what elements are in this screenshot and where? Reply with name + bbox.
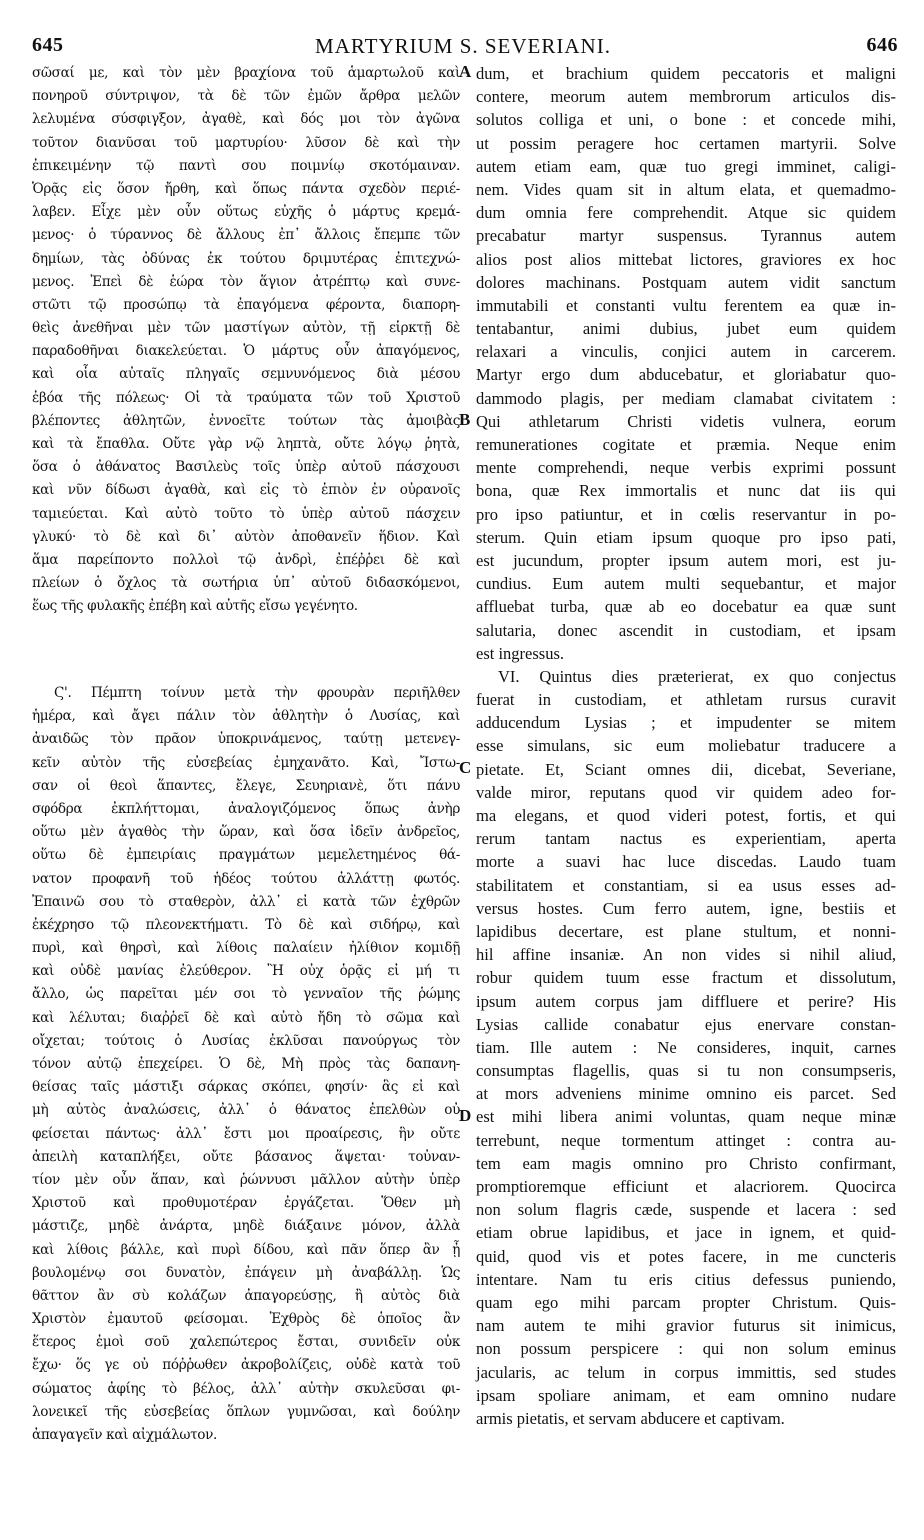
text-line: nam autem te mihi gravior futurus sit inimicus, xyxy=(476,1316,896,1336)
text-line: tem eam magis omnino pro Christo confirmant, xyxy=(476,1153,896,1173)
text-line: ἐκέχρησο τῷ πλεονεκτήματι. Τὸ δὲ καὶ σιδήρῳ, καὶ xyxy=(32,916,460,933)
text-line: γλυκύ· τὸ δὲ καὶ δι᾿ αὐτὸν ἀποθανεῖν ἥδιον. Καὶ xyxy=(32,528,460,545)
text-line: καὶ οἷα αὐταῖς πληγαῖς σεμνυνόμενος διὰ μέσου xyxy=(32,366,460,383)
text-line: bona, quæ Rex immortalis et nunc dat iis qui xyxy=(476,481,896,501)
text-line: pietate. Et, Sciant omnes dii, dicebat, Severiane, xyxy=(476,759,896,779)
text-line: Lysias callide conabatur ejus enervare constan- xyxy=(476,1014,896,1034)
text-line: dum, et brachium quidem peccatoris et maligni xyxy=(476,64,896,83)
text-line: παραδοθῆναι διακελεύεται. Ὁ μάρτυς οὖν ἀπαγόμενος, xyxy=(32,343,460,360)
text-line: morte a suavi hac luce discedas. Laudo tuam xyxy=(476,852,896,872)
greek-column xyxy=(32,62,460,1443)
text-line: μενος. Ἐπεὶ δὲ ἑώρα τὸν ἅγιον ἀτρέπτῳ καὶ συνε- xyxy=(32,273,460,290)
latin-column xyxy=(476,62,896,1430)
text-line: λονεικεῖ τῆς εὐσεβείας ὅπλων γυμνῶσαι, καὶ δούλην xyxy=(32,1403,460,1420)
text-line: tiam. Ille autem : Ne consideres, inquit, carnes xyxy=(476,1037,896,1057)
text-line: στῶτι τῷ προσώπῳ τὰ ἐπαγόμενα φέροντα, διαπορη- xyxy=(32,296,460,313)
text-line: ἕτερος ἐμοὶ σοῦ χαλεπώτερος ἔσται, συνιδεῖν οὐκ xyxy=(32,1334,460,1351)
text-line: Martyr ergo dum abducebatur, et gloriabatur quo- xyxy=(476,365,896,385)
text-line: remunerationes cogitate et præmia. Neque enim xyxy=(476,435,896,454)
text-line: τόνον αὐτῷ ἐπεχείρει. Ὁ δὲ, Μὴ πρὸς τὰς δαπανη- xyxy=(32,1056,460,1072)
text-line: quid, quod vis et potes facere, in me cuncteris xyxy=(476,1246,896,1266)
text-line: ἐπικειμένην τῷ παντὶ σου ποιμνίῳ σκοτόμαιναν. xyxy=(32,157,460,174)
text-line: armis pietatis, et servam abducere et captivam. xyxy=(476,1408,785,1428)
text-line: dammodo plagis, per mediam clamabat civitatem : xyxy=(476,388,896,408)
text-line: πυρὶ, καὶ θηρσὶ, καὶ λίθοις παλαίειν ἠλίθιον κομιδῇ xyxy=(32,940,460,957)
running-title: MARTYRIUM S. SEVERIANI. xyxy=(315,34,611,58)
text-line: relaxari a vinculis, conjici autem in carcerem. xyxy=(476,342,896,362)
text-line: σώματος ἀφίης τὸ βέλος, ἀλλ᾿ αὐτὴν σκυλεῦσαι φι- xyxy=(32,1380,460,1397)
text-line: οὕτω μὲν ἀγαθὸς τὴν ὥραν, καὶ ὅσα ἰδεῖν ἀνδρεῖος, xyxy=(32,824,460,841)
text-line: esse simulans, sic eum moliebatur traducere a xyxy=(476,736,896,756)
text-line: οἴχεται; τούτοις ὁ Λυσίας ἐκλῦσαι πανούργως τὸν xyxy=(32,1032,460,1049)
text-line: valde miror, reputans quod vir quidem adeo for- xyxy=(476,782,896,802)
text-line: non possum perspicere : qui non solum eminus xyxy=(476,1339,896,1359)
text-line: adducendum Lysias ; et impudenter se mitem xyxy=(476,713,896,733)
text-line: λαβεν. Εἶχε μὲν οὖν οὕτως εὐχῆς ὁ μάρτυς κρεμά- xyxy=(32,204,460,221)
text-line: κεῖν αὐτὸν τῆς εὐσεβείας ἐμηχανᾶτο. Καὶ, Ἴστω- xyxy=(32,754,460,771)
text-line: promptioremque efficiunt et alacriorem. Quocirca xyxy=(476,1177,896,1196)
text-line: est jucundum, propter ipsum autem mori, est ju- xyxy=(476,550,896,570)
text-line: dum omnia fere comprehendit. Atque sic quidem xyxy=(476,203,896,223)
text-line: sterum. Quin etiam ipsum quoque pro ipso pati, xyxy=(476,527,896,547)
text-line: ἄλλο, ὡς παρεῖται μέν σοι τὸ γενναῖον τῆς ῥώμης xyxy=(32,986,460,1003)
text-line: jacularis, ac telum in corpus immittis, sed studes xyxy=(476,1362,896,1382)
text-line: θᾶττον ἂν σὺ κολάζων ἀπαγορεύσῃς, ἢ αὐτὸς διὰ xyxy=(32,1287,460,1304)
text-line: Ὁρᾷς εἰς ὅσον ἤρθη, καὶ ὅπως πάντα σχεδὸν περιέ- xyxy=(32,180,460,197)
text-line: φείσεται πάντως· ἀλλ᾿ ἔστι μοι προαίρεσις, ἣν οὔτε xyxy=(32,1125,460,1142)
text-line: καὶ λίθοις βάλλε, καὶ πυρὶ δίδου, καὶ πᾶν ὅπερ ἂν ᾖ xyxy=(32,1241,460,1258)
text-line: tentabantur, animi dubius, jubet eum quidem xyxy=(476,319,896,339)
text-line: ἀπειλὴ καταπλήξει, οὔτε βάσανος ἅψεται· τοὐναν- xyxy=(32,1148,460,1165)
text-line: ὅσα ὁ ἀθάνατος Βασιλεὺς τοῖς ὑπὲρ αὐτοῦ πάσχουσι xyxy=(32,459,460,476)
text-line: τίον μὲν οὖν ἅπαν, καὶ ῥώννυσι μᾶλλον αὐτὴν ὑπὲρ xyxy=(32,1171,460,1188)
text-line: est mihi libera animi voluntas, quam neque minæ xyxy=(476,1107,896,1127)
text-line: σῶσαί με, καὶ τὸν μὲν βραχίονα τοῦ ἁμαρτωλοῦ καὶ xyxy=(32,65,460,81)
text-line: immutabili et constanti vultu ferentem ea quæ in- xyxy=(476,295,896,315)
text-line: ma elegans, et quod videri potest, fortis, et qui xyxy=(476,806,896,825)
text-line: πονηροῦ σύντριψον, τὰ δὲ τῶν ἐμῶν ἄρθρα μελῶν xyxy=(32,88,460,105)
text-line: dolores machinans. Postquam autem vidit sanctum xyxy=(476,272,896,292)
text-line: καὶ τὰ ἔπαθλα. Οὔτε γὰρ νῷ ληπτὰ, οὔτε λόγῳ ῥητὰ, xyxy=(32,436,460,452)
text-line: πλείων ὁ ὄχλος τὰ σωτήρια ὑπ᾿ αὐτοῦ διδασκόμενοι, xyxy=(32,575,460,592)
text-line: μενος· ὁ τύραννος δὲ ἄλλους ἐπ᾿ ἄλλοις ἔπεμπε τῶν xyxy=(32,227,460,244)
text-line: σφόδρα ἐκπλήττομαι, ἀναλογιζόμενος ὅπως ἀνὴρ xyxy=(32,800,460,817)
text-line: ipsam spoliare animam, et eam omnino nudare xyxy=(476,1385,896,1405)
text-line: ἐβόα τῆς πόλεως· Οἱ τὰ τραύματα τῶν τοῦ Χριστοῦ xyxy=(32,389,460,406)
text-line: solutos colliga et uni, o bone : et concede mihi, xyxy=(476,110,896,130)
text-line: ἀπαγαγεῖν καὶ αἰχμάλωτον. xyxy=(32,1427,218,1443)
text-line: δημίων, τὰς ὀδύνας ἐκ τούτου δριμυτέρας ἐπιτεχνώ- xyxy=(32,250,460,267)
greek-paragraph-2 xyxy=(32,682,460,1447)
text-line: pro ipso patiuntur, et in cœlis reservantur in po- xyxy=(476,504,896,524)
text-line: hil affine insaniæ. An non vides si nihil aliud, xyxy=(476,945,896,965)
text-line: μὴ αὐτὸς ἀναλώσεις, ἀλλ᾿ ὁ θάνατος ἐπελθὼν οὐ xyxy=(32,1102,460,1119)
text-line: cundius. Eum autem multi sequebantur, et major xyxy=(476,574,896,594)
text-line: Qui athletarum Christi videtis vulnera, eorum xyxy=(476,411,896,431)
text-line: βλέποντες ἀθλητῶν, ἐννοεῖτε τούτων τὰς ἀμοιβὰς xyxy=(32,412,460,429)
greek-paragraph-1 xyxy=(32,62,460,619)
text-line: θείσας ταῖς μάστιξι σάρκας σκόπει, φησίν· ἃς εἰ καὶ xyxy=(32,1079,460,1096)
text-line: rerum tantam nactus es experientiam, aperta xyxy=(476,829,896,849)
text-line: ταμιεύεται. Καὶ αὐτὸ τοῦτο τὸ ὑπὲρ αὐτοῦ πάσχειν xyxy=(32,505,460,522)
running-header xyxy=(28,34,898,58)
margin-marker-a: A xyxy=(459,62,472,81)
text-line: consumptas flagellis, quas si tu non consumpseris, xyxy=(476,1061,896,1081)
page-number-right: 646 xyxy=(866,34,898,56)
text-line: καὶ νῦν δίδωσι ἀγαθὰ, καὶ εἰς τὸ ἑπιὸν ἐν οὐρανοῖς xyxy=(32,482,460,499)
text-line: ἔχω· ὅς γε οὐ πόῤῥωθεν ἀκροβολίζεις, οὐδὲ κατὰ τοῦ xyxy=(32,1357,460,1374)
margin-marker-d: D xyxy=(459,1106,472,1125)
text-line: Ἐπαινῶ σου τὸ σταθερὸν, ἀλλ᾿ εἰ κατὰ τῶν ἐχθρῶν xyxy=(32,893,460,910)
text-line: versus hostes. Cum ferro autem, igne, bestiis et xyxy=(476,898,896,918)
text-line: terrebunt, neque tormentum attinget : contra au- xyxy=(476,1130,896,1150)
text-line: μάστιζε, μηδὲ ἀνάρτα, μηδὲ διάξαινε μόνον, ἀλλὰ xyxy=(32,1218,460,1235)
text-line: λελυμένα σύσφιγξον, ἀγαθὲ, καὶ δός μοι τὸν ἀγῶνα xyxy=(32,111,460,128)
text-line: ἕως τῆς φυλακῆς ἐπέβη καὶ αὐτῆς εἴσω γεγένητο. xyxy=(32,598,358,615)
text-line: Ϛ'. Πέμπτη τοίνυν μετὰ τὴν φρουρὰν περιῆλθεν xyxy=(54,685,460,701)
text-line: est ingressus. xyxy=(476,643,564,663)
margin-marker-c: C xyxy=(459,758,472,777)
text-line: ἡμέρα, καὶ ἄγει πάλιν τὸν ἀθλητὴν ὁ Λυσίας, καὶ xyxy=(32,708,460,725)
text-line: καὶ οὐδὲ μανίας ἐλεύθερον. Ἢ οὐχ ὁρᾷς εἰ μή τι xyxy=(32,963,460,980)
latin-paragraph-2 xyxy=(476,665,896,1430)
latin-paragraph-1 xyxy=(476,62,896,665)
text-line: at mors adveniens minime omnino eis parcet. Sed xyxy=(476,1084,896,1104)
text-line: Χριστὸν ἐμαυτοῦ φείσομαι. Ἐχθρὸς δὲ ὁποῖος ἂν xyxy=(32,1311,460,1328)
text-line: mente comprehendi, neque verbis exprimi possunt xyxy=(476,458,896,478)
text-line: non solum flagris cæde, suspende et lacera : sed xyxy=(476,1200,896,1220)
text-line: salutaria, donec ascendit in custodiam, et ipsam xyxy=(476,620,896,640)
text-line: robur quidem tuum esse fractum et dissolutum, xyxy=(476,968,896,988)
text-line: autem etiam eam, quæ tuo gregi imminet, caligi- xyxy=(476,156,896,176)
text-line: ἅμα παρείποντο πολλοὶ τῷ ἀνδρὶ, ἐπέῤῥει δὲ καὶ xyxy=(32,551,460,568)
text-line: ἀναιδῶς τὸν πρᾶον ὑποκρινάμενος, ταύτῃ μετενεγ- xyxy=(32,731,460,748)
text-line: νατον προφανῆ τοῦ ἡδέος τούτου ἀλλάττῃ φωτός. xyxy=(32,870,460,887)
text-line: ipsum autem corpus jam diffluere et perire? His xyxy=(476,991,896,1011)
text-line: affluebat turba, quæ ab eo docebatur ea quæ sunt xyxy=(476,597,896,617)
text-line: intentare. Nam tu eris citius defessus puniendo, xyxy=(476,1269,896,1289)
text-line: βουλομένῳ σοι δυνατὸν, ἐπάγειν μὴ ἀναβάλλῃ. Ὡς xyxy=(32,1264,460,1281)
text-line: quam ego mihi parcam propter Christum. Quis- xyxy=(476,1292,896,1312)
text-line: καὶ λέλυται; διαῤῥεῖ δὲ καὶ αὐτὸ ἤδη τὸ σῶμα καὶ xyxy=(32,1009,460,1026)
text-line: VI. Quintus dies præterierat, ex quo conjectus xyxy=(498,666,896,686)
text-line: lapidibus decertare, est plane stultum, et nonni- xyxy=(476,921,896,941)
text-line: contere, meorum autem membrorum articulos dis- xyxy=(476,87,896,107)
text-line: fuerat in custodiam, et athletam rursus curavit xyxy=(476,690,896,710)
margin-marker-b: B xyxy=(459,410,471,429)
text-line: etiam obrue lapidibus, et jace in ignem, et quid- xyxy=(476,1223,896,1243)
text-line: precabatur martyr suspensus. Tyrannus autem xyxy=(476,226,896,246)
text-line: τοῦτον διανῦσαι τοῦ μαρτυρίου· λῦσον δὲ καὶ τὴν xyxy=(32,134,460,151)
text-line: ut possim peragere hoc certamen martyrii. Solve xyxy=(476,133,896,153)
text-line: stabilitatem et constantiam, si ea usus esses ad- xyxy=(476,875,896,895)
text-line: οὕτω δὲ ἐμπειρίαις πραγμάτων μεμελετημένος θά- xyxy=(32,847,460,864)
text-line: θεὶς ἀνεθῆναι μὲν τῶν μαστίγων αὐτὸν, τῇ εἱρκτῇ δὲ xyxy=(32,320,460,337)
page-number-left: 645 xyxy=(32,34,64,56)
text-line: nem. Vides quam sit in altum elata, et quemadmo- xyxy=(476,179,896,199)
text-line: σαν οἱ θεοὶ ἅπαντες, ἔλεγε, Σευηριανὲ, ὅτι πάνυ xyxy=(32,777,460,794)
text-line: Χριστοῦ καὶ προθυμοτέραν ἐργάζεται. Ὅθεν μὴ xyxy=(32,1195,460,1212)
text-line: alios post alios mittebat lictores, graviores ex hoc xyxy=(476,249,896,269)
